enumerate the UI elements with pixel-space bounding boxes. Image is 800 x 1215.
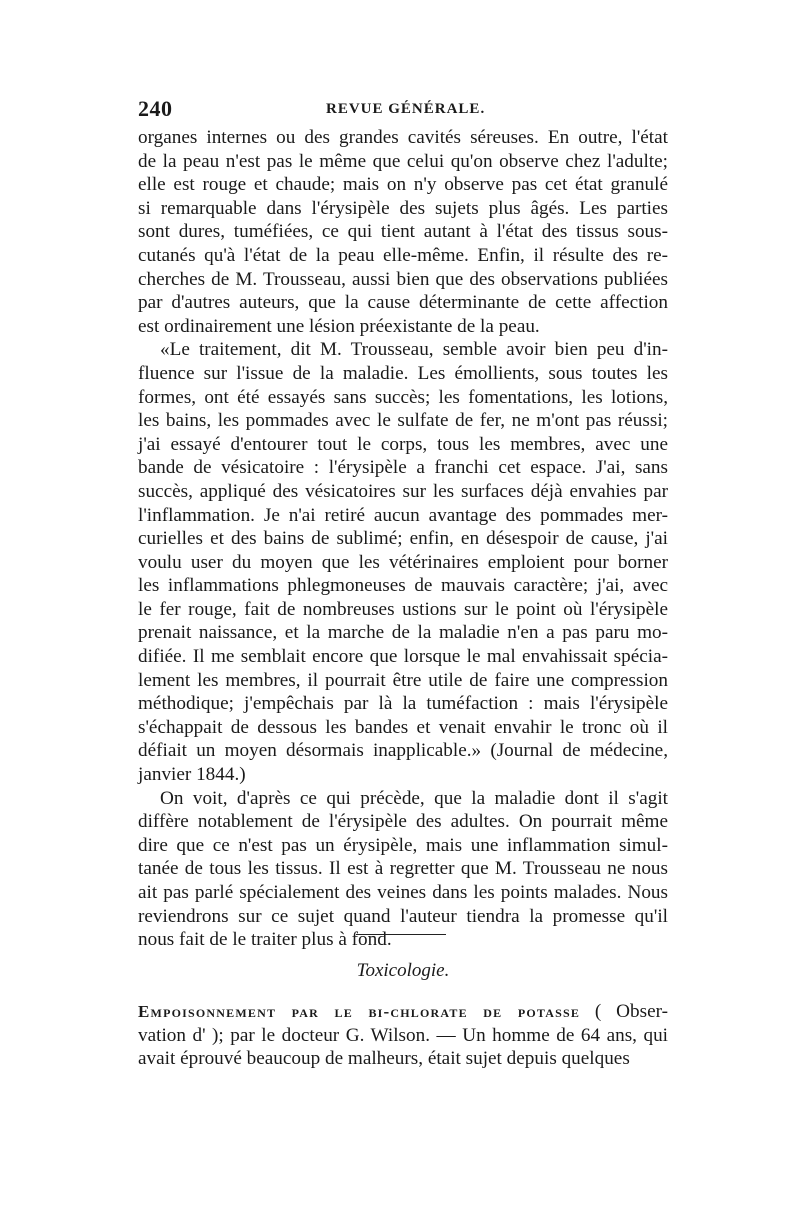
text-line: les inflammations phlegmoneuses de mauvais caractère; j'ai, avec [138,575,668,597]
text-line: fluence sur l'issue de la maladie. Les émollients, sous toutes les [138,362,668,384]
section-divider [356,934,446,935]
text-line: le fer rouge, fait de nombreuses ustions sur le point où l'érysipèle [138,598,668,620]
text-line: si remarquable dans l'érysipèle des sujets plus âgés. Les parties [138,197,668,219]
text-line: «Le traitement, dit M. Trousseau, semble avoir bien peu d'in- [160,339,668,361]
text-line: l'inflammation. Je n'ai retiré aucun avantage des pommades mer- [138,504,668,526]
text-line: elle est rouge et chaude; mais on n'y observe pas cet état granulé [138,174,668,196]
text-line: prenait naissance, et la marche de la maladie n'en a pas paru mo- [138,622,668,644]
page-number: 240 [138,96,173,121]
text-line: difiée. Il me semblait encore que lorsque le mal envahissait spécia- [138,646,668,668]
text-line: j'ai essayé d'entourer tout le corps, tous les membres, avec une [138,433,668,455]
text-line: On voit, d'après ce qui précède, que la maladie dont il s'agit [160,787,668,809]
text-line: formes, ont été essayés sans succès; les fomentations, les lotions, [138,386,668,408]
text-line: par d'autres auteurs, que la cause déterminante de cette affection [138,292,668,314]
running-title: REVUE GÉNÉRALE. [326,101,486,117]
text-line: les bains, les pommades avec le sulfate de fer, ne m'ont pas réussi; [138,410,668,432]
text-line: curielles et des bains de sublimé; enfin, en désespoir de cause, j'ai [138,528,668,550]
text-line: voulu user du moyen que les vétérinaires emploient pour borner [138,551,668,573]
text-line: dire que ce n'est pas un érysipèle, mais une inflammation simul- [138,834,668,856]
case-report [138,1000,668,1071]
text-line: diffère notablement de l'érysipèle des adultes. On pourrait même [138,811,668,833]
text-line: méthodique; j'empêchais par là la tuméfaction : mais l'érysipèle [138,693,668,715]
case-heading: Empoisonnement par le bi-chlorate de potasse [138,1002,581,1021]
case-line-2: vation d' ); par le docteur G. Wilson. — Un homme de 64 ans, qui [138,1024,668,1046]
text-line: nous fait de le traiter plus à fond. [138,929,392,951]
text-line: tanée de tous les tissus. Il est à regretter que M. Trousseau ne nous [138,858,668,880]
text-line: s'échappait de dessous les bandes et venait envahir le tronc où il [138,716,668,738]
text-line: janvier 1844.) [138,764,246,786]
text-line: cherches de M. Trousseau, aussi bien que des observations publiées [138,268,668,290]
text-line: organes internes ou des grandes cavités séreuses. En outre, l'état [138,127,668,148]
text-line: bande de vésicatoire : l'érysipèle a franchi cet espace. J'ai, sans [138,457,668,479]
page-header [138,96,668,126]
text-line: défiait un moyen désormais inapplicable.» (Journal de médecine, [138,740,668,762]
text-line: lement les membres, il pourrait être utile de faire une compression [138,669,668,691]
text-line: sont dures, tuméfiées, ce qui tient autant à l'état des tissus sous- [138,221,668,243]
text-line: reviendrons sur ce sujet quand l'auteur tiendra la promesse qu'il [138,905,668,927]
text-line: ait pas parlé spécialement des veines dans les points malades. Nous [138,882,668,903]
case-line-3: avait éprouvé beaucoup de malheurs, était sujet depuis quelques [138,1048,630,1070]
text-line: cutanés qu'à l'état de la peau elle-même. Enfin, il résulte des re- [138,244,668,266]
section-title: Toxicologie. [356,960,450,981]
case-line1-tail: ( Obser- [580,1001,668,1022]
text-line: de la peau n'est pas le même que celui qu'on observe chez l'adulte; [138,150,668,172]
text-line: est ordinairement une lésion préexistante de la peau. [138,315,540,337]
text-line: succès, appliqué des vésicatoires sur les surfaces déjà envahies par [138,480,668,502]
body-text [138,126,668,952]
